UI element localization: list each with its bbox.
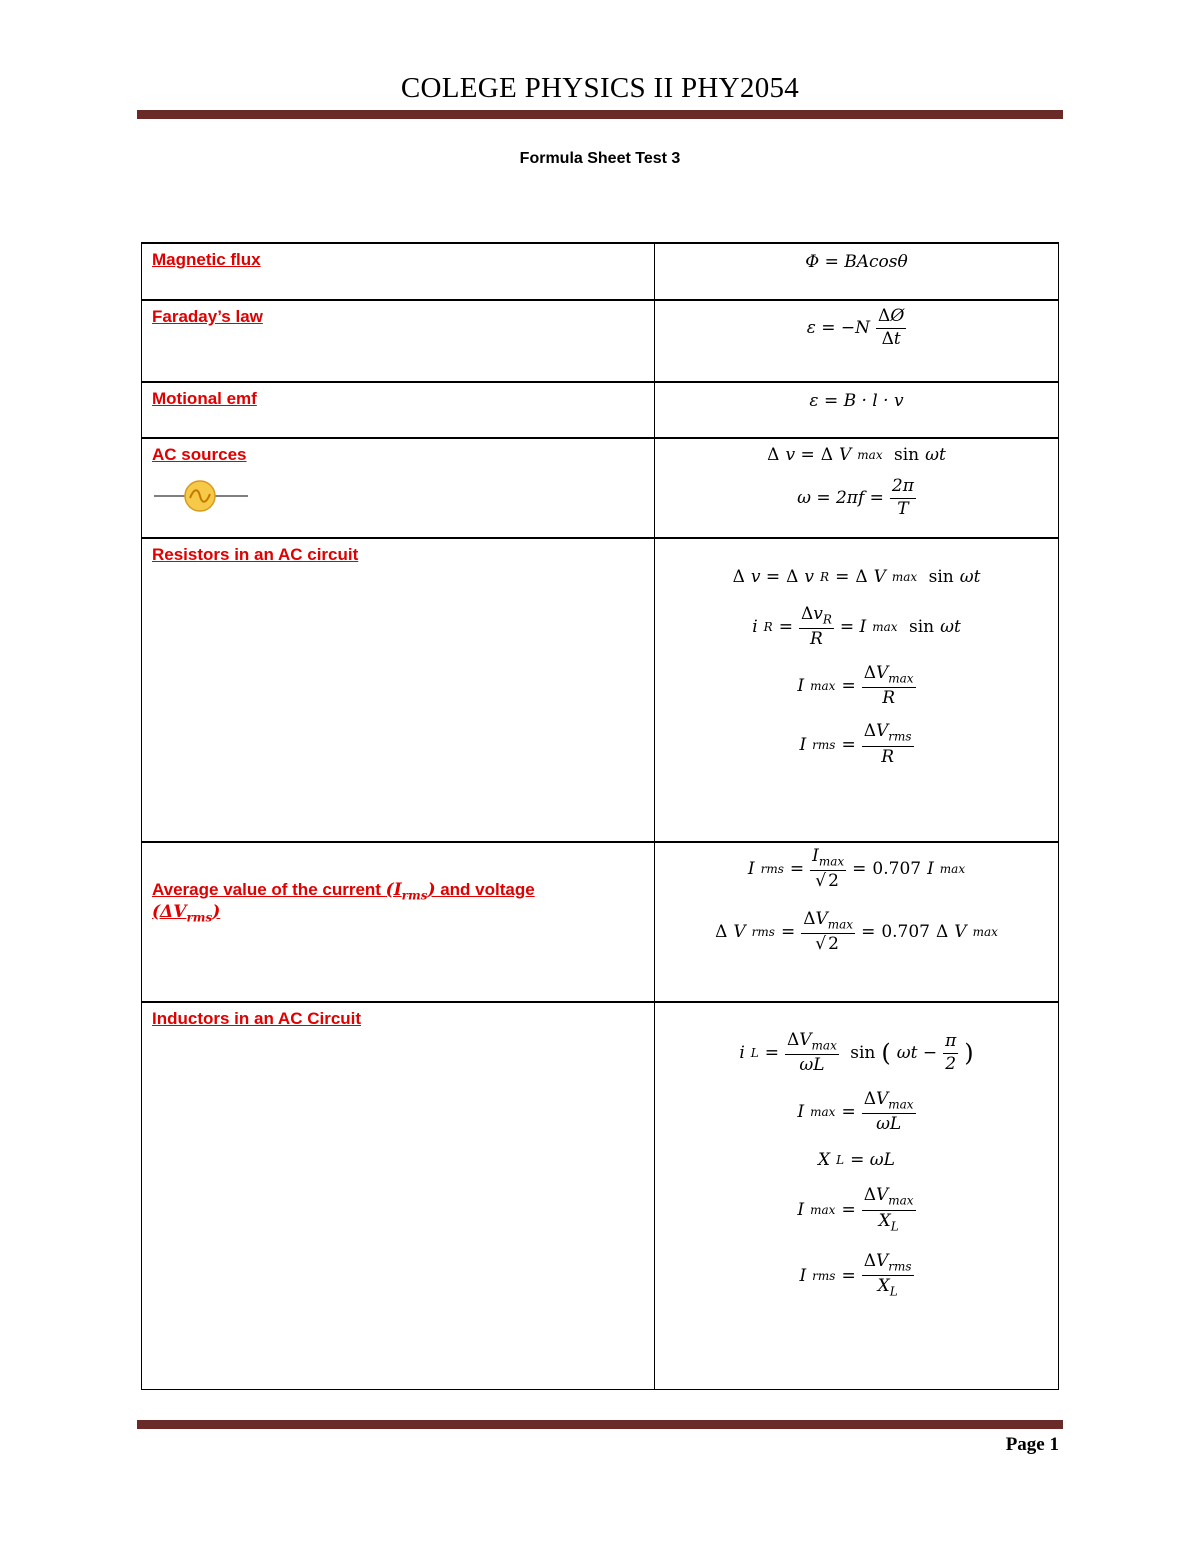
formula-motional-emf: ε = B · l · v <box>655 382 1059 438</box>
formula-resistors: Δ v = Δ v R = Δ V max sin ωt i R = $\frac{\Delta v_R}{R}$ = I max sin ωt I max = $\frac{\Delta V_{max}}{R}$ I rms = $\frac{\Delta V_{rms}}{R}$ <box>655 538 1059 842</box>
footer-rule <box>137 1420 1063 1429</box>
table-row <box>142 438 1059 538</box>
row-label-average-values: Average value of the current $(I_{rms})$ and voltage $(\Delta V_{rms})$ <box>152 879 535 925</box>
formula-ac-sources: Δ v = Δ V max sin ωt ω = 2πf = $\frac{2\pi}{T}$ <box>655 438 1059 538</box>
header-rule <box>137 110 1063 119</box>
formula-average-values: I rms = $\frac{I_{max}}{√ 2}$ = 0.707 I max Δ V rms = $\frac{\Delta V_{max}}{√ 2}$ = 0.707 Δ V max <box>655 842 1059 1002</box>
ac-source-icon <box>152 479 252 513</box>
sheet-subtitle: Formula Sheet Test 3 <box>519 150 681 167</box>
row-label-inductors: Inductors in an AC Circuit <box>152 1009 362 1028</box>
formula-inductors: i L = $\frac{\Delta V_{max}}{\omega L}$ sin ( ωt − $\frac{\pi}{2}$ ) I max = $\frac{\Delta V_{max}}{\omega L}$ X L = ωL I max = $\frac{\Delta V_{max}}{X_L}$ I rms = $\frac{\Delta V_{rms}}{X_L}$ <box>655 1002 1059 1389</box>
table-row <box>142 1002 1059 1389</box>
row-label-ac-sources: AC sources <box>152 445 247 464</box>
formula-table <box>141 242 1059 1390</box>
formula-faradays-law: ε = −N $\frac{\Delta Ø}{\Delta t}$ <box>655 300 1059 382</box>
row-label-faradays-law: Faraday’s law <box>152 307 263 326</box>
row-label-motional-emf: Motional emf <box>152 389 257 408</box>
table-row <box>142 300 1059 382</box>
page-number: Page 1 <box>1005 1434 1059 1455</box>
table-row <box>142 243 1059 300</box>
table-row <box>142 538 1059 842</box>
document-title: COLEGE PHYSICS II PHY2054 <box>400 72 800 104</box>
formula-magnetic-flux: Φ = BAcosθ <box>655 243 1059 300</box>
row-label-magnetic-flux: Magnetic flux <box>152 250 261 269</box>
table-row <box>142 842 1059 1002</box>
row-label-resistors: Resistors in an AC circuit <box>152 545 359 564</box>
table-row <box>142 382 1059 438</box>
